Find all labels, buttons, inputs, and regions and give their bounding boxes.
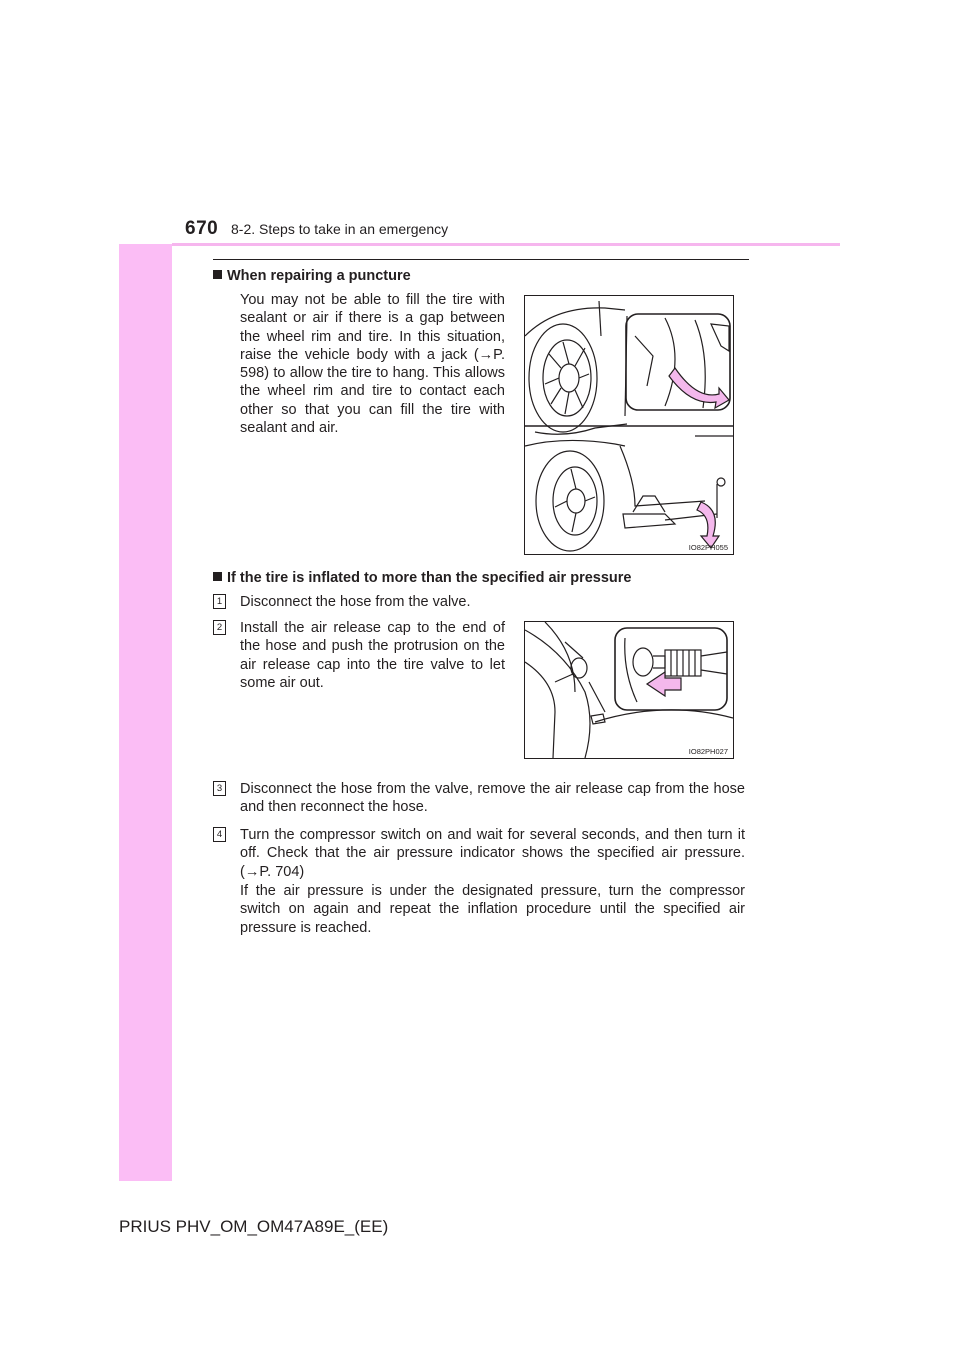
figure-jack-tire (524, 295, 734, 555)
header-band (119, 176, 840, 244)
step-text: Disconnect the hose from the valve, remove the air release cap from the hose and then reconnect the hose. (240, 781, 745, 816)
arrow-icon (669, 368, 729, 408)
step-number-badge: 3 (213, 781, 226, 796)
step-text: Disconnect the hose from the valve. (240, 594, 471, 610)
bullet-square-icon (213, 270, 222, 279)
step-text: Turn the compressor switch on and wait for several seconds, and then turn it off. Check that the air pressure indicator shows the specified air pressure. (→P. 704) (240, 827, 745, 880)
section-title: 8-2. Steps to take in an emergency (231, 221, 449, 237)
step-number-badge: 4 (213, 827, 226, 842)
page-number: 670 (185, 218, 219, 239)
step-text: Install the air release cap to the end of the hose and push the protrusion on the air release cap into the tire valve to let some air out. (240, 620, 505, 691)
figure-code: IO82PH027 (688, 747, 728, 756)
rotate-arrow-icon (697, 502, 719, 548)
heading-text: When repairing a puncture (227, 268, 411, 284)
sidebar-tab (119, 176, 172, 1181)
air-release-cap-illustration (525, 622, 733, 758)
figure-air-release-cap (524, 621, 734, 759)
heading-overinflated (213, 570, 632, 586)
step-note: If the air pressure is under the designated pressure, turn the compressor switch on again and repeat the inflation procedure until the specified air pressure is reached. (240, 883, 745, 936)
heading-text: If the tire is inflated to more than the specified air pressure (227, 570, 632, 586)
bullet-square-icon (213, 572, 222, 581)
heading-repairing-puncture (213, 268, 411, 284)
content-divider (213, 259, 749, 260)
jack-tire-illustration (525, 296, 733, 554)
figure-code: IO82PH055 (688, 543, 728, 552)
document-code: PRIUS PHV_OM_OM47A89E_(EE) (119, 1217, 389, 1236)
step-number-badge: 2 (213, 620, 226, 635)
header-divider (172, 243, 840, 246)
step-number-badge: 1 (213, 594, 226, 609)
puncture-paragraph: You may not be able to fill the tire with sealant or air if there is a gap between the wheel rim and tire. In this situation, raise the vehicle body with a jack (→P. 598) to allow the tire to hang. This allows the wheel rim and tire to contact each other so that you can fill the tire with sealant and air. (240, 292, 505, 437)
